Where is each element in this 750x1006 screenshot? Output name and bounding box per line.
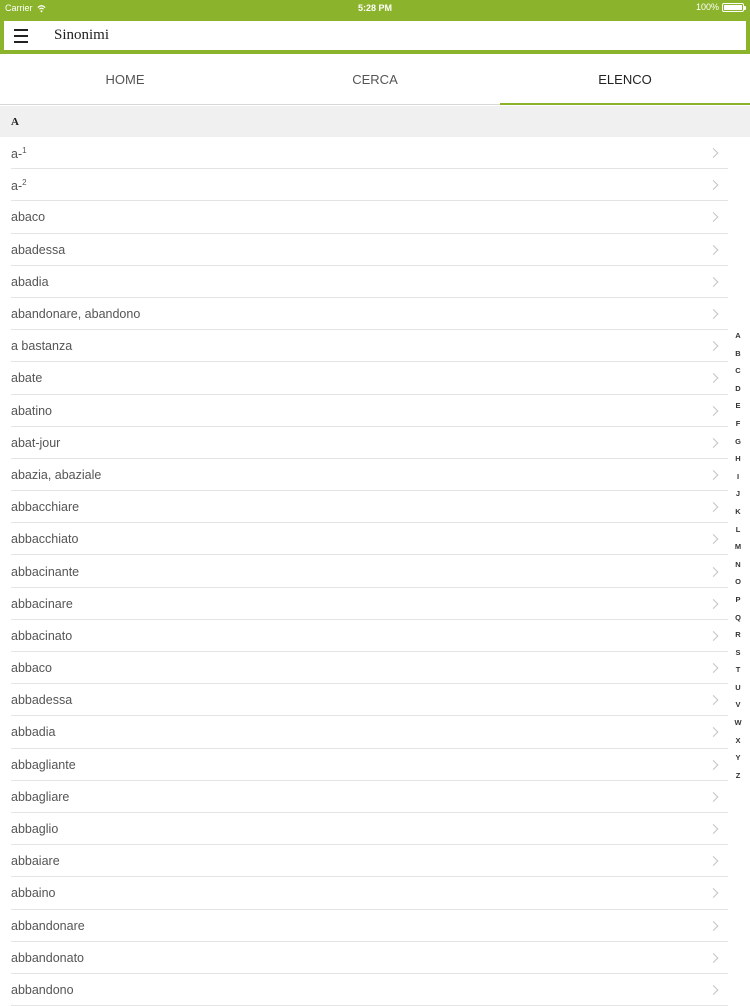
- list-item[interactable]: [0, 298, 750, 330]
- list-item-label: abatino: [11, 403, 53, 418]
- list-item[interactable]: [0, 555, 750, 587]
- chevron-right-icon: [709, 180, 719, 190]
- list-item[interactable]: [0, 459, 750, 491]
- index-letter[interactable]: L: [735, 524, 741, 534]
- index-letter[interactable]: T: [735, 665, 741, 675]
- index-letter[interactable]: I: [736, 471, 740, 481]
- list-item-label: abbandono: [11, 982, 74, 997]
- list-item[interactable]: [0, 137, 750, 169]
- index-letter[interactable]: O: [735, 577, 741, 587]
- list-item-label: abate: [11, 371, 43, 386]
- chevron-right-icon: [709, 953, 719, 963]
- index-letter[interactable]: S: [735, 647, 741, 657]
- tab-bar: [0, 54, 750, 105]
- chevron-right-icon: [709, 213, 719, 223]
- list-item-label: abbadessa: [11, 693, 73, 708]
- chevron-right-icon: [709, 470, 719, 480]
- list-item-label: abbagliare: [11, 789, 70, 804]
- index-letter[interactable]: Z: [735, 770, 741, 780]
- index-letter[interactable]: G: [735, 436, 741, 446]
- list-item[interactable]: [0, 330, 750, 362]
- list-item[interactable]: [0, 588, 750, 620]
- list-item[interactable]: [0, 169, 750, 201]
- tab-home[interactable]: HOME: [105, 71, 145, 87]
- chevron-right-icon: [709, 888, 719, 898]
- index-letter[interactable]: P: [735, 594, 741, 604]
- index-letter[interactable]: C: [735, 366, 741, 376]
- menu-button[interactable]: [4, 21, 38, 50]
- status-time: 5:28 PM: [357, 3, 392, 13]
- list-item[interactable]: [0, 620, 750, 652]
- index-letter[interactable]: B: [735, 348, 741, 358]
- index-letter[interactable]: W: [734, 718, 742, 728]
- chevron-right-icon: [709, 148, 719, 158]
- homograph-number: 1: [22, 145, 27, 155]
- chevron-right-icon: [709, 728, 719, 738]
- index-letter[interactable]: Q: [735, 612, 741, 622]
- index-letter[interactable]: K: [735, 506, 741, 516]
- list-item-label: a bastanza: [11, 339, 73, 354]
- list-item-label: abadessa: [11, 242, 66, 257]
- list-item-label: abandonare, abandono: [11, 307, 141, 322]
- chevron-right-icon: [709, 599, 719, 609]
- chevron-right-icon: [709, 309, 719, 319]
- hamburger-icon: [14, 27, 28, 45]
- chevron-right-icon: [709, 438, 719, 448]
- list-item-label: abbacinante: [11, 564, 80, 579]
- list-item[interactable]: [0, 877, 750, 909]
- index-letter[interactable]: V: [735, 700, 741, 710]
- list-item-label: abbandonare: [11, 918, 85, 933]
- list-item[interactable]: [0, 652, 750, 684]
- list-item-label: abbaino: [11, 886, 56, 901]
- app-top-band: [0, 0, 750, 54]
- chevron-right-icon: [709, 502, 719, 512]
- tab-elenco[interactable]: ELENCO: [500, 54, 750, 104]
- list-item-label: abbacchiato: [11, 532, 79, 547]
- list-item[interactable]: [0, 813, 750, 845]
- alphabet-index: [732, 327, 744, 784]
- chevron-right-icon: [709, 760, 719, 770]
- app-title: Sinonimi: [54, 27, 110, 43]
- list-item[interactable]: [0, 974, 750, 1006]
- carrier-label: Carrier: [5, 3, 33, 13]
- list-item[interactable]: [0, 266, 750, 298]
- list-item-label: abbaglio: [11, 822, 59, 837]
- index-letter[interactable]: E: [735, 401, 741, 411]
- index-letter[interactable]: A: [735, 331, 741, 340]
- battery-indicator: [696, 2, 744, 12]
- list-item-label: abbaiare: [11, 854, 60, 869]
- section-header: [0, 106, 750, 137]
- tab-cerca[interactable]: CERCA: [352, 71, 398, 87]
- list-item-label: abazia, abaziale: [11, 467, 102, 482]
- list-item-label: abbacchiare: [11, 500, 80, 515]
- list-item-label: abbaco: [11, 661, 53, 676]
- list-item-label: abbandonato: [11, 950, 84, 965]
- index-letter[interactable]: Y: [735, 753, 741, 763]
- chevron-right-icon: [709, 921, 719, 931]
- index-letter[interactable]: X: [735, 735, 741, 745]
- chevron-right-icon: [709, 663, 719, 673]
- word-list: [0, 137, 750, 1006]
- chevron-right-icon: [709, 534, 719, 544]
- chevron-right-icon: [709, 277, 719, 287]
- index-letter[interactable]: F: [735, 418, 741, 428]
- homograph-number: 2: [22, 177, 27, 187]
- list-item[interactable]: [0, 395, 750, 427]
- chevron-right-icon: [709, 373, 719, 383]
- list-item[interactable]: [0, 749, 750, 781]
- chevron-right-icon: [709, 985, 719, 995]
- list-item[interactable]: [0, 910, 750, 942]
- list-item[interactable]: [0, 942, 750, 974]
- list-item-label: abbacinare: [11, 596, 73, 611]
- app-header: [4, 21, 746, 50]
- section-letter: A: [11, 115, 19, 128]
- list-item[interactable]: [0, 781, 750, 813]
- chevron-right-icon: [709, 567, 719, 577]
- index-letter[interactable]: D: [735, 383, 741, 393]
- index-letter[interactable]: M: [734, 542, 742, 552]
- battery-percent: 100%: [695, 2, 719, 12]
- list-item[interactable]: [0, 845, 750, 877]
- list-item-label: abaco: [11, 210, 46, 225]
- list-item-label: abbacinato: [11, 628, 73, 643]
- chevron-right-icon: [709, 245, 719, 255]
- list-item-label: abbadia: [11, 725, 56, 740]
- index-letter[interactable]: J: [735, 489, 741, 499]
- chevron-right-icon: [709, 792, 719, 802]
- index-letter[interactable]: R: [735, 630, 741, 640]
- list-item[interactable]: [0, 491, 750, 523]
- index-letter[interactable]: U: [735, 682, 741, 692]
- list-item[interactable]: [0, 684, 750, 716]
- battery-icon: [722, 3, 744, 12]
- list-item[interactable]: [0, 716, 750, 748]
- list-item-label: abbagliante: [11, 757, 76, 772]
- chevron-right-icon: [709, 631, 719, 641]
- status-bar: [0, 0, 750, 17]
- chevron-right-icon: [709, 695, 719, 705]
- chevron-right-icon: [709, 341, 719, 351]
- chevron-right-icon: [709, 824, 719, 834]
- index-letter[interactable]: H: [735, 454, 741, 464]
- index-letter[interactable]: N: [735, 559, 741, 569]
- list-item-label: abadia: [11, 274, 49, 289]
- chevron-right-icon: [709, 856, 719, 866]
- list-item[interactable]: [0, 362, 750, 394]
- chevron-right-icon: [709, 406, 719, 416]
- list-item[interactable]: [0, 427, 750, 459]
- list-item[interactable]: [0, 523, 750, 555]
- list-item-label: a-$^1$: [11, 145, 27, 161]
- list-item-label: a-$^2$: [11, 177, 27, 193]
- list-item-label: abat-jour: [11, 435, 61, 450]
- list-item[interactable]: [0, 234, 750, 266]
- list-item[interactable]: [0, 201, 750, 233]
